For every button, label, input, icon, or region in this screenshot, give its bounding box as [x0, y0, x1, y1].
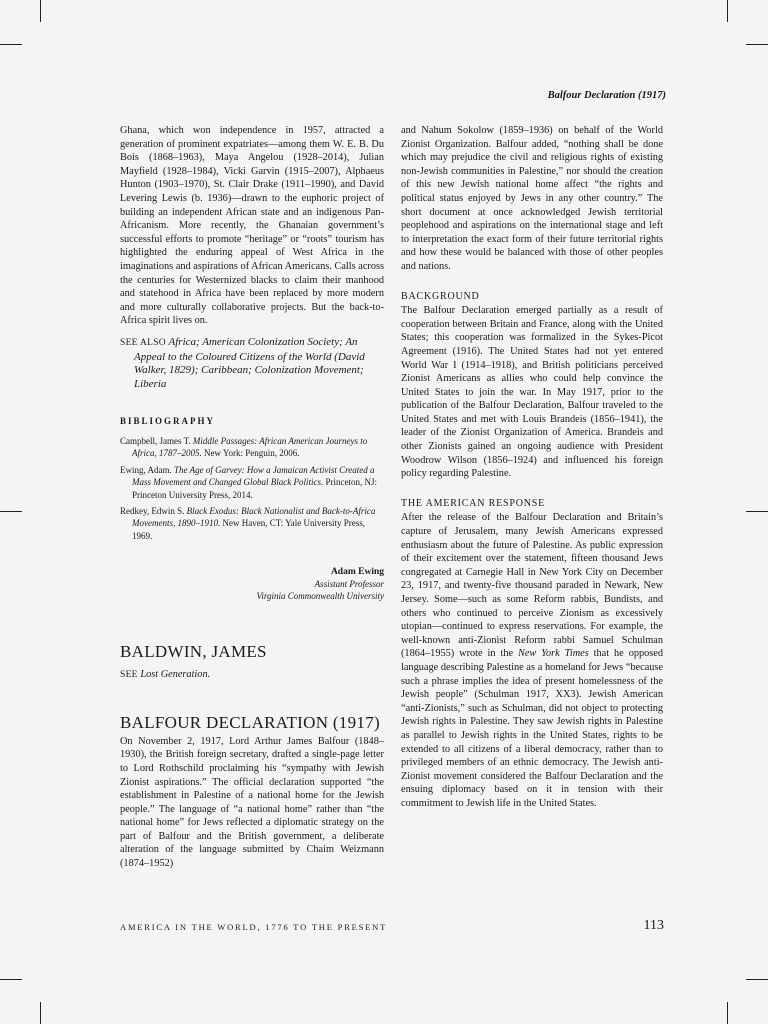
see-ref: Lost Generation. [140, 669, 211, 681]
crop-mark [40, 0, 41, 22]
bib-publication: Princeton, NJ: Princeton University Press, 2014. [132, 477, 377, 500]
footer-book-title: AMERICA IN THE WORLD, 1776 TO THE PRESENT [120, 922, 388, 932]
bibliography-entry [120, 435, 384, 460]
bib-title: The Age of Garvey: How a Jamaican Activist Created a Mass Movement and Changed Global Black Politics. [132, 464, 375, 488]
see-label: SEE [120, 670, 138, 681]
continuation-paragraph: and Nahum Sokolow (1859–1936) on behalf of the World Zionist Organization. Balfour added, “nothing shall be done which may prejudice the civil and religious rights of existing non-Jewish communities in Palestine,” nor should the creation of this new Jewish national home affect “the rights and political status enjoyed by Jews in any other country.” The short document at once acknowledged Jewish territorial peoplehood and aspirations on the international stage and left to interpretation the exact form of their future territorial rights and how these would be balanced with those of other peoples and nations. [401, 125, 663, 272]
crop-mark [0, 979, 22, 980]
crop-mark [0, 511, 22, 512]
newspaper-title: New York Times [517, 648, 589, 660]
author-title: Assistant Professor [314, 579, 384, 590]
author-name: Adam Ewing [330, 567, 384, 578]
background-paragraph: The Balfour Declaration emerged partially as a result of cooperation between Britain and France, along with the United States; this cooperation was formalized in the Sykes-Picot Agreement (1916). The United States had not yet entered World War I (1914–1918), and British politicians perceived Zionist Americans as allies who could help convince the United States to join the war. In May 1917, prior to the publication of the Balfour Declaration, Balfour traveled to the United States and met with Louis Brandeis (1856–1941), the leader of the Zionist Organization of America. Brandeis and other Zionists gained an ongoing audience with President Woodrow Wilson (1856–1924) and influenced his foreign policy regarding Palestine. [401, 305, 663, 480]
crop-mark [746, 979, 768, 980]
american-text-part1: After the release of the Balfour Declaration and Britain’s capture of Jerusalem, many Jewish Americans expressed enthusiasm about the future of Palestine. As public expression of their excitement over the statement, fifteen thousand Jews congregated at Carnegie Hall in New York City on December 23, 1917, and twenty-five thousand paraded in Newark, New Jersey. Some—such as some Reform rabbis, Bundists, and others who continued to perceive Zionism as excessively utopian—continued to express reservations. For example, the well-known anti-Zionist Reform rabbi Samuel Schulman (1864–1955) wrote in the [401, 512, 663, 660]
crop-mark [727, 1002, 728, 1024]
bib-title: Middle Passages: African American Journeys to Africa, 1787–2005. [132, 435, 368, 459]
author-block [120, 566, 384, 602]
bib-author: Ewing, Adam. [120, 464, 172, 475]
bib-author: Redkey, Edwin S. [120, 505, 185, 516]
american-text-part2: that he opposed language describing Palestine as a homeland for Jews “because such a phrase implies the idea of present homelessness of the Jewish people” (Schulman 1917, XX3). Jewish American “anti-Zionists,” such as Schulman, did not object to protecting Jewish rights in Palestine. They saw Jewish rights in Palestine as parallel to Jewish rights in the United States, rights to be extended to all citizens of a liberal democracy, rather than to privileged members of an ethnic democracy. The Jewish anti-Zionist movement considered the Balfour Declaration and the ensuing diplomacy based on it in tension with their commitment to Jewish life in the United States. [401, 648, 664, 809]
right-column [401, 124, 663, 811]
bib-title: Black Exodus: Black Nationalist and Back-to-Africa Movements, 1890–1910. [132, 505, 376, 529]
bib-publication: New Haven, CT: Yale University Press, 1969. [132, 518, 366, 541]
crop-mark [746, 44, 768, 45]
bib-publication: New York: Penguin, 2006. [204, 448, 300, 459]
page-number: 113 [643, 918, 664, 933]
entry-title-balfour: BALFOUR DECLARATION (1917) [120, 712, 380, 732]
american-response-paragraph [401, 511, 663, 810]
bibliography-entry [120, 505, 384, 542]
see-also [120, 336, 384, 391]
crop-mark [727, 0, 728, 22]
author-institution: Virginia Commonwealth University [256, 591, 384, 602]
entry-see-baldwin [120, 668, 384, 683]
balfour-intro-paragraph: On November 2, 1917, Lord Arthur James Balfour (1848–1930), the British foreign secretary, drafted a single-page letter to Lord Rothschild proclaiming his “sympathy with Jewish Zionist aspirations.” The official declaration supported “the establishment in Palestine of a national home for the Jewish people.” The language of “a national home” rather than “the national home” for Jews reflected a diplomatic strategy on the part of Balfour and the British government, a deliberate alteration of the language submitted by Chaim Weizmann (1874–1952) [120, 735, 384, 870]
bibliography-list [120, 435, 384, 542]
crop-mark [0, 44, 22, 45]
left-column [120, 124, 384, 871]
see-also-refs: Africa; American Colonization Society; An Appeal to the Coloured Citizens of the World (David Walker, 1829); Caribbean; Colonization Movement; Liberia [134, 335, 365, 390]
bibliography-heading: BIBLIOGRAPHY [120, 416, 216, 427]
intro-paragraph: Ghana, which won independence in 1957, attracted a generation of prominent expatriates—among them W. E. B. Du Bois (1868–1963), Maya Angelou (1928–2014), Julian Mayfield (1928–1984), Vicki Garvin (1915–2007), Alphaeus Hunton (1903–1970), St. Clair Drake (1911–1990), and David Levering Lewis (b. 1936)—drawn to the euphoric project of building an independent African state and an indigenous Pan-Africanism. More recently, the Ghanaian government’s successful efforts to promote “heritage” or “roots” tourism has highlighted the enduring appeal of West Africa in the imaginations and aspirations of African Americans. Calls across the centuries for Westernized blacks to claim their manhood and statehood in Africa have been replaced by more modern and more culturally collaborative projects. But the back-to-Africa spirit lives on. [120, 125, 384, 327]
see-also-label: SEE ALSO [120, 337, 166, 348]
crop-mark [746, 511, 768, 512]
entry-title-baldwin: BALDWIN, JAMES [120, 642, 267, 662]
background-heading: BACKGROUND [401, 290, 480, 302]
bib-author: Campbell, James T. [120, 435, 191, 446]
american-response-heading: THE AMERICAN RESPONSE [401, 497, 546, 509]
running-head: Balfour Declaration (1917) [547, 90, 666, 101]
crop-mark [40, 1002, 41, 1024]
bibliography-entry [120, 464, 384, 501]
